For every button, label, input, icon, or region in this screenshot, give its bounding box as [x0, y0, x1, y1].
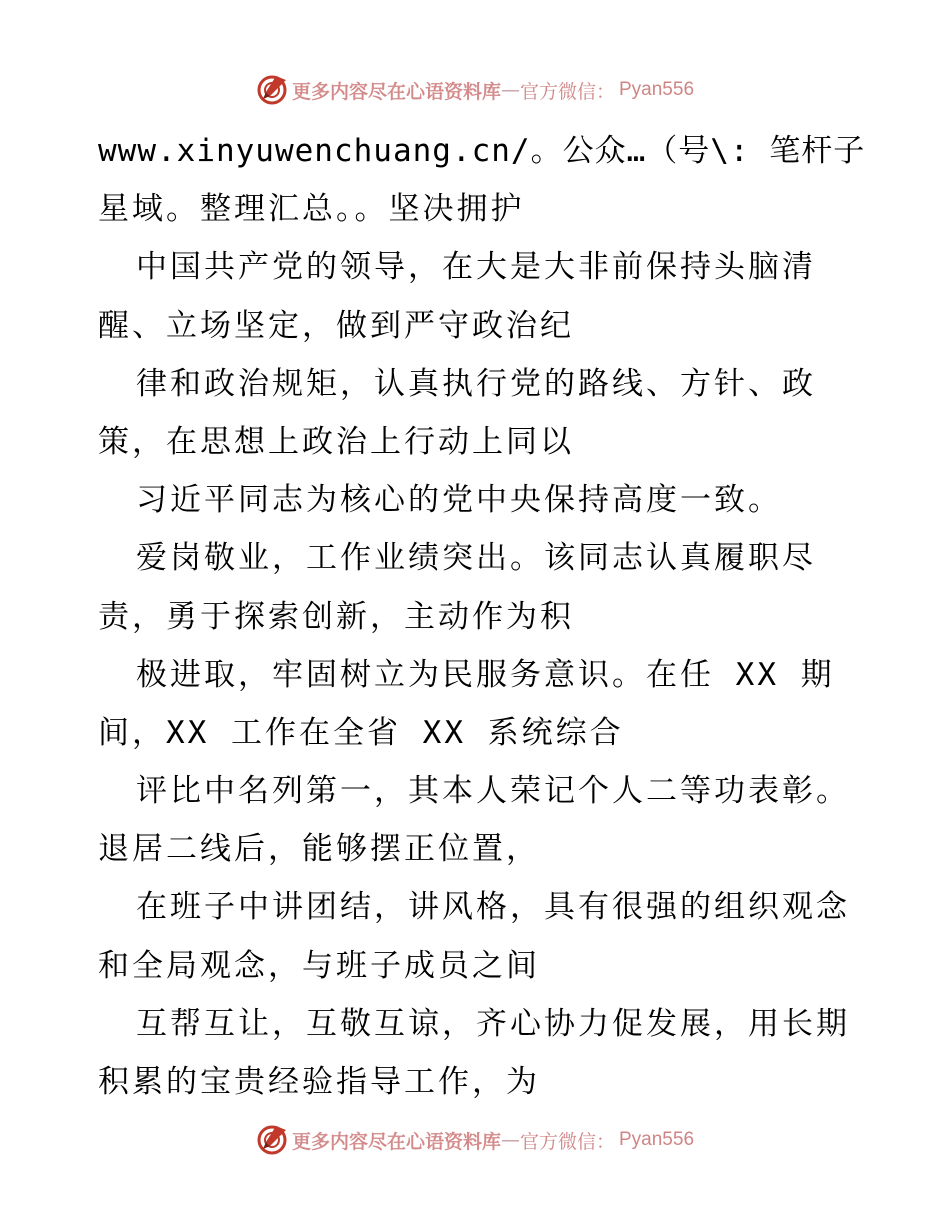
- header-banner-main-text: 更多内容尽在心语资料库: [291, 80, 501, 103]
- text-line: 责，勇于探索创新，主动作为积: [98, 598, 574, 635]
- text-line: 习近平同志为核心的党中央保持高度一致。: [136, 482, 782, 519]
- header-banner: [0, 70, 950, 110]
- text-line: www.xinyuwenchuang.cn/。公众…（号\: 笔杆子: [98, 133, 866, 169]
- header-banner-contact-label: 官方微信：: [519, 80, 615, 103]
- pen-in-circle-logo-icon: [256, 74, 288, 106]
- footer-banner: [0, 1120, 950, 1160]
- text-line: 爱岗敬业，工作业绩突出。该同志认真履职尽: [136, 540, 816, 577]
- text-line: 醒、立场坚定，做到严守政治纪: [98, 307, 574, 344]
- header-banner-dash: —: [500, 79, 520, 101]
- text-line: 间，XX 工作在全省 XX 系统综合: [98, 714, 624, 751]
- text-line: 和全局观念，与班子成员之间: [98, 947, 540, 984]
- footer-banner-dash: —: [500, 1129, 520, 1151]
- document-body: [98, 122, 878, 1111]
- pen-in-circle-logo-icon: [256, 1124, 288, 1156]
- text-line: 极进取，牢固树立为民服务意识。在任 XX 期: [136, 656, 835, 693]
- footer-banner-contact-label: 官方微信：: [519, 1130, 615, 1153]
- text-line: 在班子中讲团结，讲风格，具有很强的组织观念: [136, 889, 850, 926]
- text-line: 评比中名列第一，其本人荣记个人二等功表彰。: [136, 773, 850, 810]
- footer-banner-main-text: 更多内容尽在心语资料库: [291, 1130, 501, 1153]
- text-line: 退居二线后，能够摆正位置，: [98, 831, 540, 868]
- text-line: 策，在思想上政治上行动上同以: [98, 423, 574, 460]
- footer-banner-wechat-id: Pyan556: [619, 1129, 695, 1150]
- text-line: 积累的宝贵经验指导工作，为: [98, 1064, 540, 1100]
- text-line: 星域。整理汇总。。坚决拥护: [98, 191, 525, 228]
- text-line: 中国共产党的领导，在大是大非前保持头脑清: [136, 249, 816, 286]
- text-line: 互帮互让，互敬互谅，齐心协力促发展，用长期: [136, 1005, 850, 1042]
- header-banner-wechat-id: Pyan556: [619, 79, 695, 100]
- text-line: 律和政治规矩，认真执行党的路线、方针、政: [136, 365, 816, 402]
